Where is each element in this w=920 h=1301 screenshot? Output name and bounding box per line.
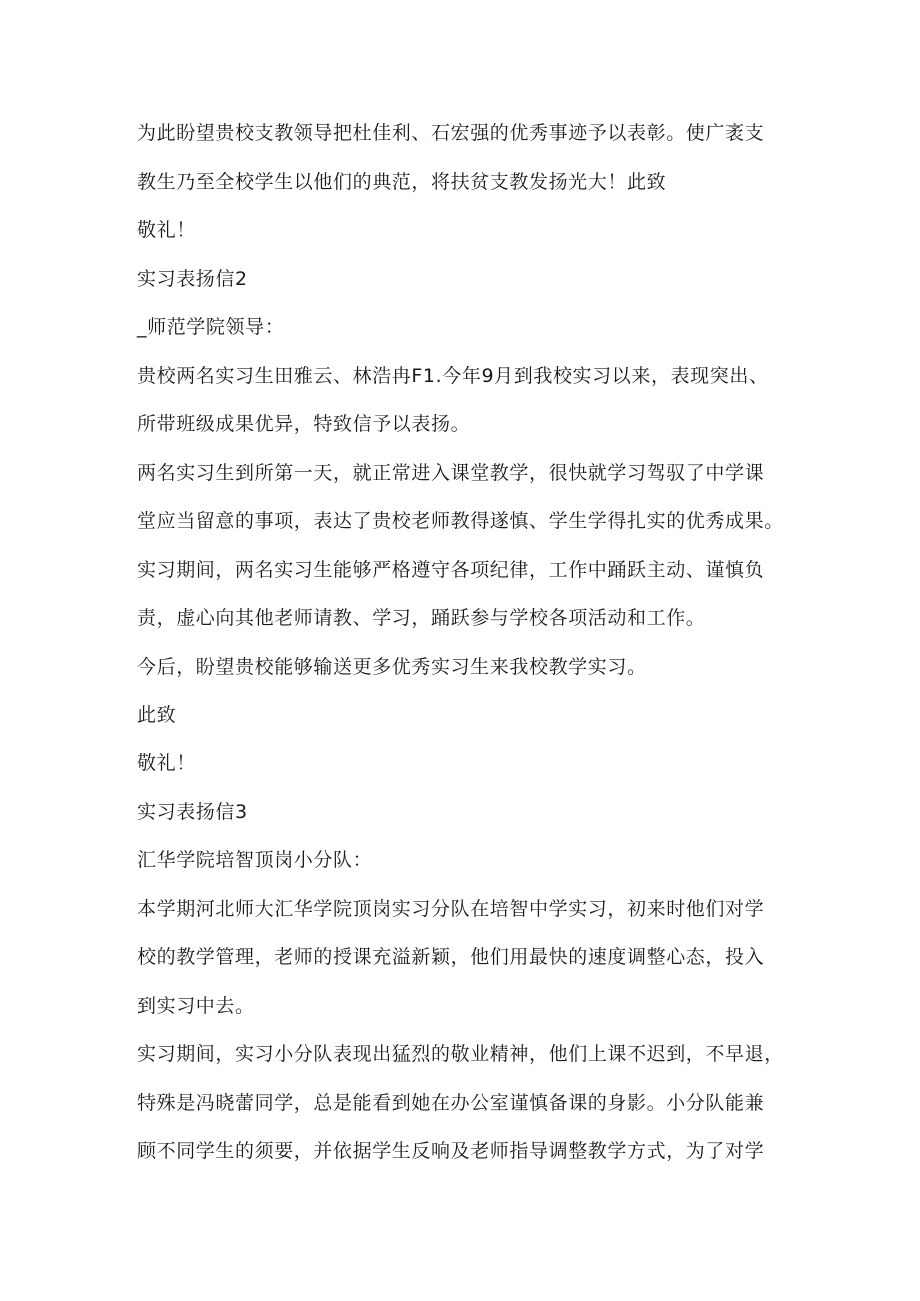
- text-line: 本学期河北师大汇华学院顶岗实习分队在培智中学实习，初来时他们对学: [137, 898, 765, 920]
- text-line: 实习期间，两名实习生能够严格遵守各项纪律，工作中踊跃主动、谨慎负: [137, 559, 765, 581]
- text-line: 教生乃至全校学生以他们的典范，将扶贫支教发扬光大！此致: [137, 171, 667, 193]
- closing-line: 此致: [137, 704, 177, 726]
- section-heading: 实习表扬信3: [137, 801, 248, 823]
- text-line: 实习期间，实习小分队表现出猛烈的敬业精神，他们上课不迟到，不早退，: [137, 1043, 784, 1065]
- salutation: _师范学院领导：: [137, 316, 285, 338]
- text-line: 校的教学管理，老师的授课充溢新颖，他们用最快的速度调整心态，投入: [137, 946, 765, 968]
- text-line: 特殊是冯晓蕾同学，总是能看到她在办公室谨慎备课的身影。小分队能兼: [137, 1092, 765, 1114]
- salutation: 汇华学院培智顶岗小分队：: [137, 849, 373, 871]
- text-line: 为此盼望贵校支教领导把杜佳利、石宏强的优秀事迹予以表彰。使广袤支: [137, 122, 765, 144]
- closing-line: 敬礼！: [137, 752, 196, 774]
- text-line: 贵校两名实习生田雅云、林浩冉F1.今年9月到我校实习以来，表现突出、: [137, 365, 769, 387]
- section-heading: 实习表扬信2: [137, 268, 248, 290]
- text-line: 到实习中去。: [137, 995, 255, 1017]
- text-line: 责，虚心向其他老师请教、学习，踊跃参与学校各项活动和工作。: [137, 607, 706, 629]
- text-line: 敬礼！: [137, 219, 196, 241]
- text-line: 今后，盼望贵校能够输送更多优秀实习生来我校教学实习。: [137, 656, 647, 678]
- text-line: 堂应当留意的事项，表达了贵校老师教得遂慎、学生学得扎实的优秀成果。: [137, 510, 784, 532]
- text-line: 两名实习生到所第一天，就正常进入课堂教学，很快就学习驾驭了中学课: [137, 462, 765, 484]
- text-line: 顾不同学生的须要，并依据学生反响及老师指导调整教学方式，为了对学: [137, 1140, 765, 1162]
- text-line: 所带班级成果优异，特致信予以表扬。: [137, 413, 471, 435]
